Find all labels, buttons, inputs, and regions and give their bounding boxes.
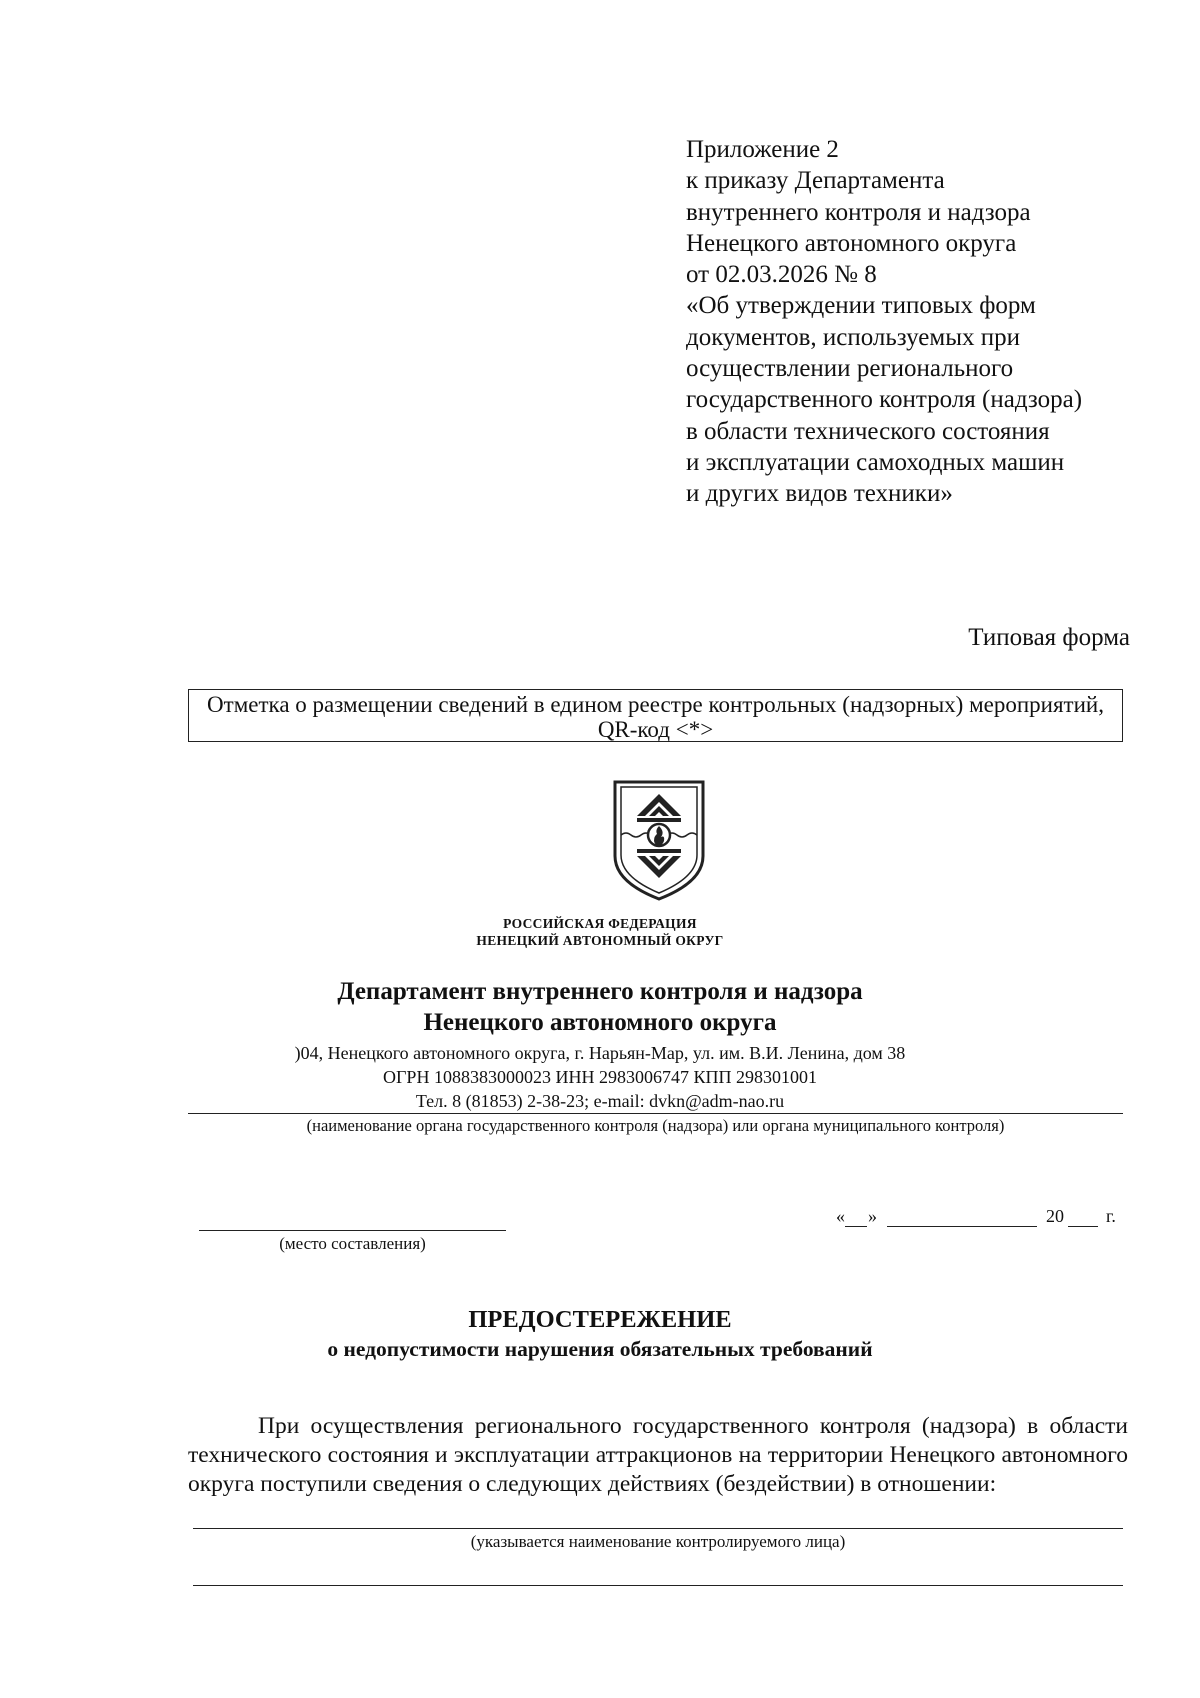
document-subtitle: о недопустимости нарушения обязательных требований [327,1337,873,1361]
registry-mark-line2: QR-код <*> [597,717,714,742]
appendix-line: государственного контроля (надзора) [686,386,1083,414]
department-ogrn: ОГРН 1088383000023 ИНН 2983006747 КПП 298301001 [383,1067,817,1087]
body-paragraph [188,1412,1128,1499]
controlled-person-line-2 [193,1585,1123,1586]
controlled-person-line [193,1528,1123,1529]
okrug-label: НЕНЕЦКИЙ АВТОНОМНЫЙ ОКРУГ [476,933,724,948]
department-name-line1: Департамент внутреннего контроля и надзора [337,978,863,1005]
appendix-line: осуществлении регионального [686,355,1014,383]
appendix-line: «Об утверждении типовых форм [686,292,1036,320]
appendix-line: и других видов техники» [686,480,953,508]
date-field [836,1206,1123,1232]
department-contacts: Тел. 8 (81853) 2-38-23; e-mail: dvkn@adm-nao.ru [415,1091,785,1111]
form-type-label: Типовая форма [968,624,1130,651]
appendix-line: в области технического состояния [686,417,1050,445]
header-divider [188,1113,1123,1114]
federation-label: РОССИЙСКАЯ ФЕДЕРАЦИЯ [503,916,697,931]
department-name-line2: Ненецкого автономного округа [423,1009,777,1036]
day-line [845,1226,867,1227]
appendix-line: документов, используемых при [686,323,1021,351]
registry-mark-box [188,689,1123,742]
year-line [1068,1226,1098,1227]
department-address: )04, Ненецкого автономного округа, г. Нарьян-Мар, ул. им. В.И. Ленина, дом 38 [294,1043,906,1063]
registry-mark-line1: Отметка о размещении сведений в едином реестре контрольных (надзорных) мероприятий, [207,692,1104,717]
place-caption: (место составления) [279,1234,426,1253]
authority-caption: (наименование органа государственного контроля (надзора) или органа муниципального контроля) [306,1116,1005,1135]
date-quote-open: « [836,1206,845,1226]
controlled-person-caption: (указывается наименование контролируемого лица) [470,1532,846,1551]
month-line [887,1226,1037,1227]
date-quote-close: » [868,1206,877,1226]
appendix-line: и эксплуатации самоходных машин [686,448,1065,476]
appendix-block [686,134,1082,510]
body-paragraph-text: При осуществления регионального государственного контроля (надзора) в области технического состояния и эксплуатации аттракционов на территории Ненецкого автономного округа поступили сведения о следующих действиях (бездействии) в отношении: [188,1413,1128,1497]
document-title: ПРЕДОСТЕРЕЖЕНИЕ [468,1306,732,1333]
year-suffix: г. [1106,1206,1116,1226]
coat-of-arms-icon [609,778,709,903]
appendix-line: внутреннего контроля и надзора [686,198,1031,226]
place-line [199,1230,506,1231]
appendix-line: к приказу Департамента [686,167,945,195]
year-prefix: 20 [1046,1206,1064,1226]
appendix-line: Приложение 2 [686,136,839,163]
appendix-line: Ненецкого автономного округа [686,229,1017,257]
appendix-line: от 02.03.2026 № 8 [686,261,877,289]
